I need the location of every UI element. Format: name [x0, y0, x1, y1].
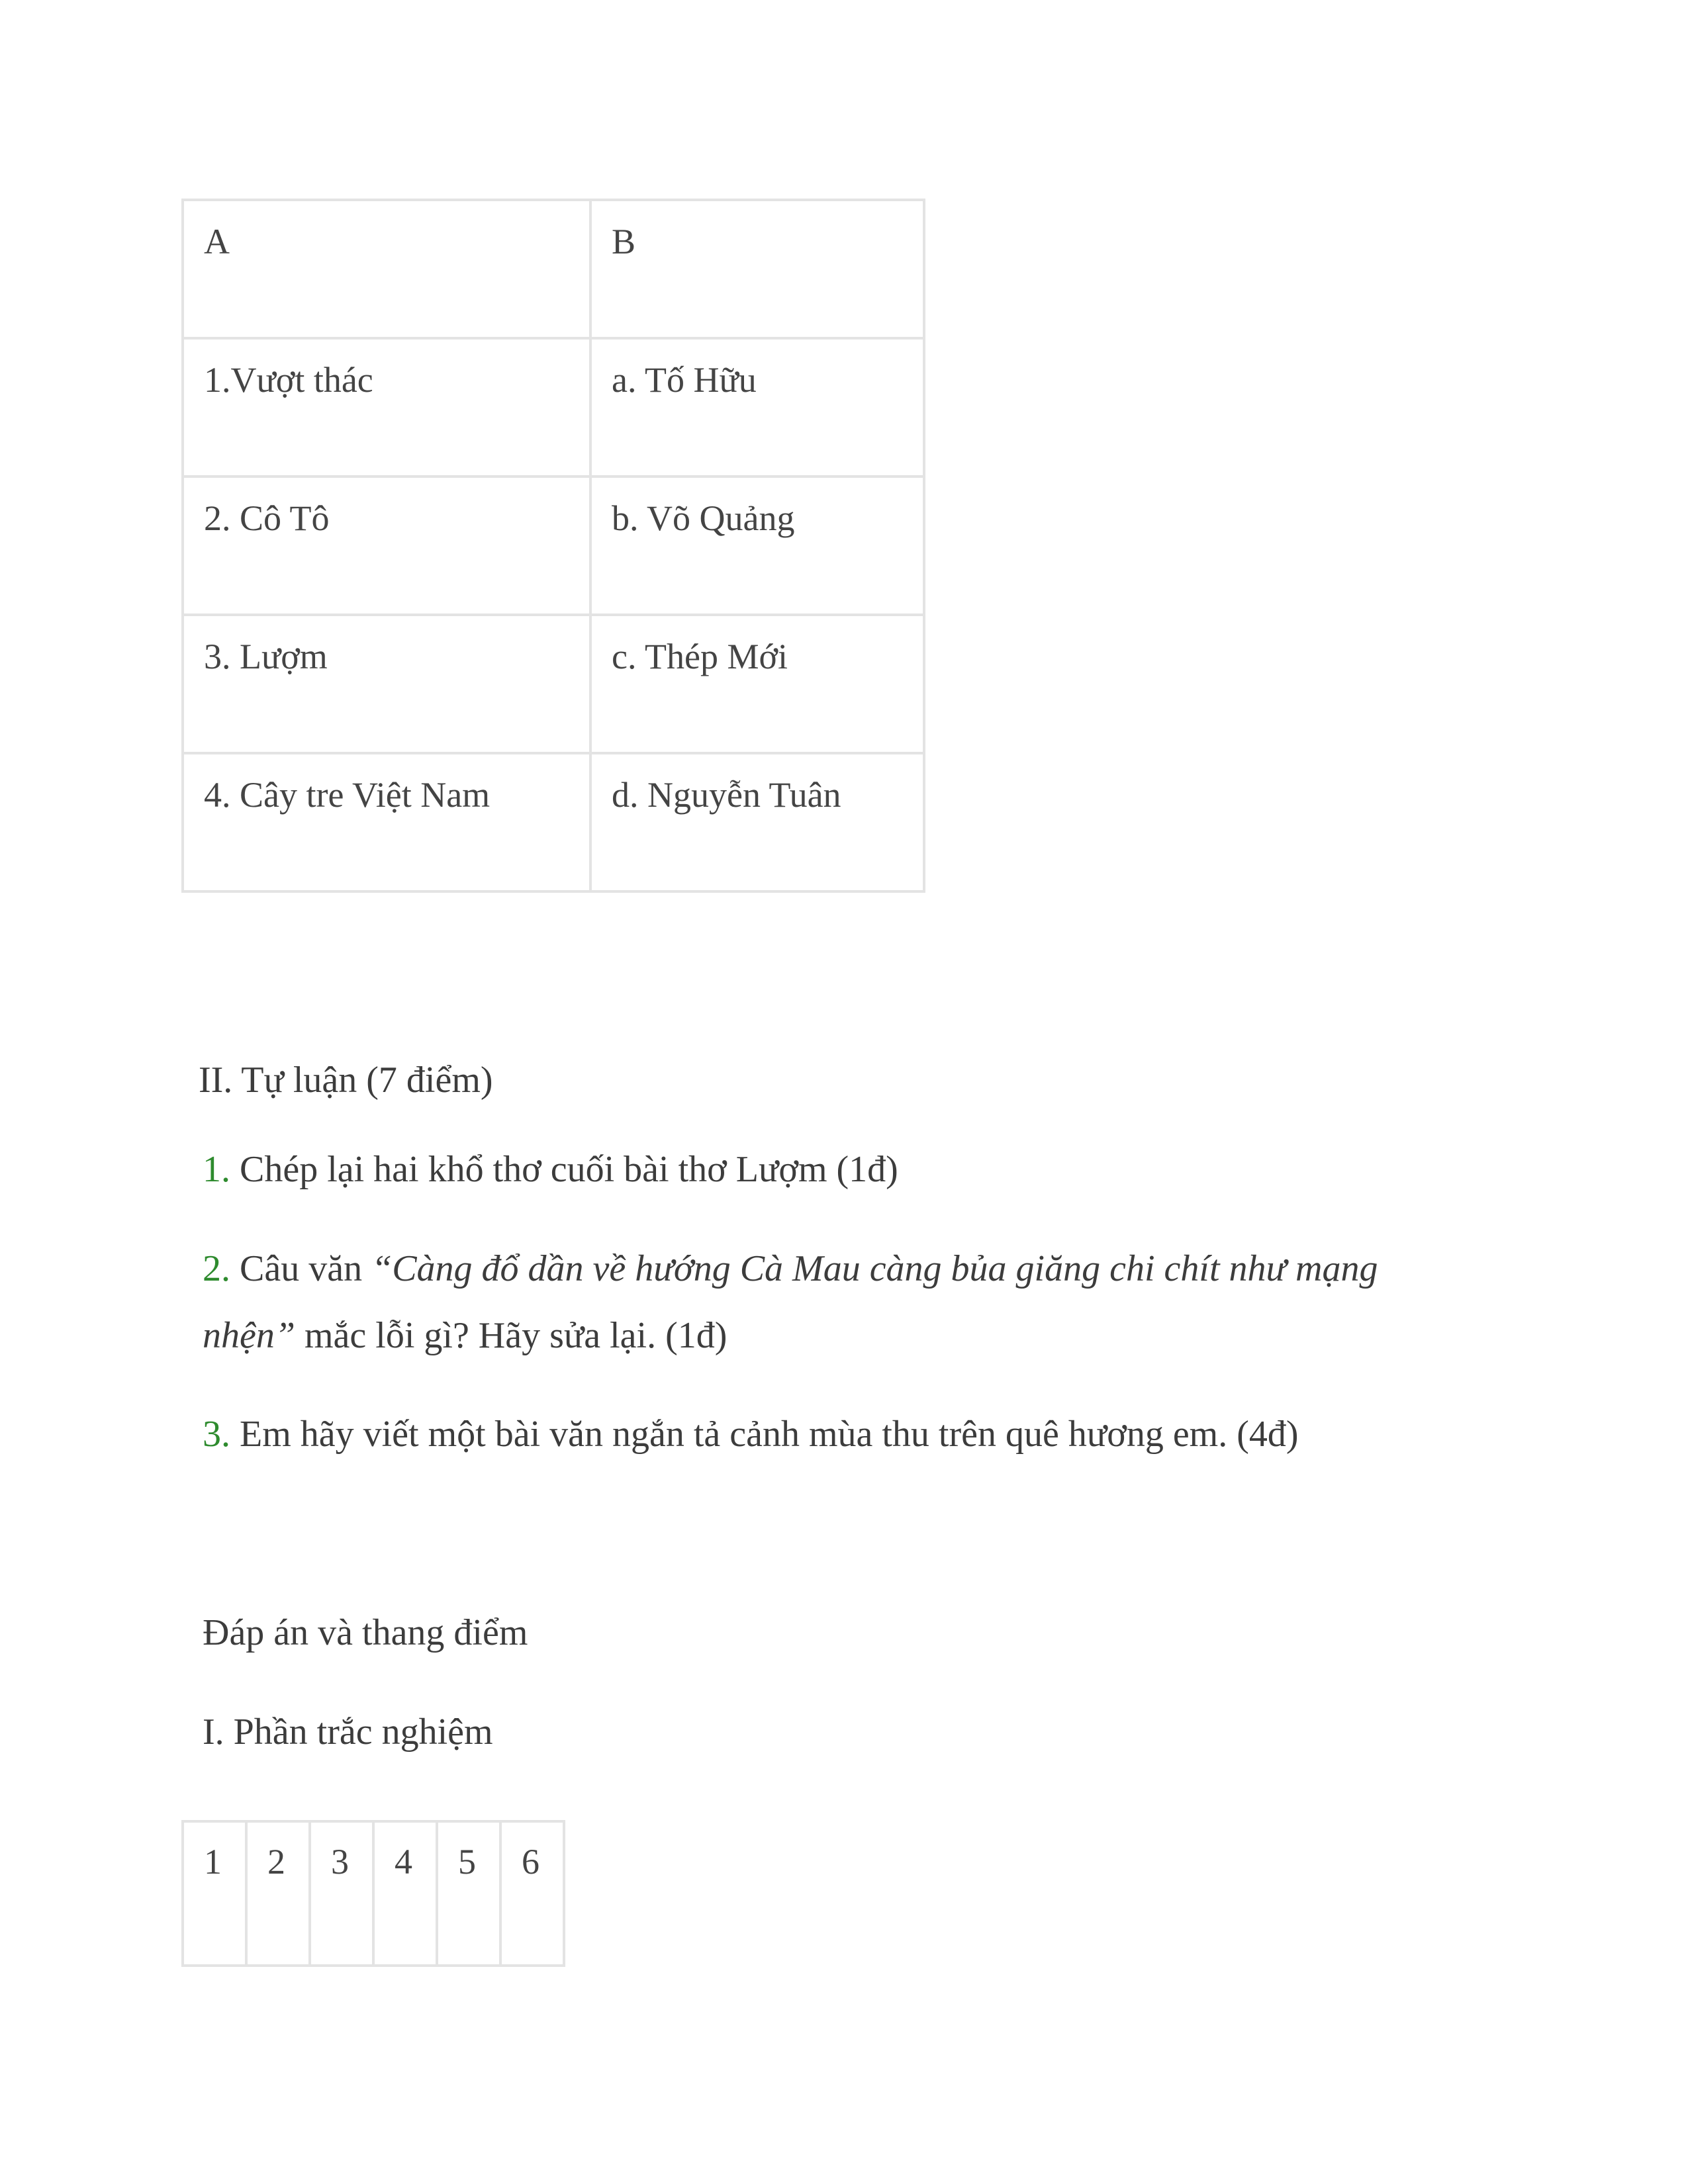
question-number: 2. [203, 1248, 230, 1289]
work-title-cell: 1.Vượt thác [183, 338, 590, 477]
essay-question-3 [203, 1412, 1299, 1457]
author-cell: c. Thép Mới [590, 615, 924, 753]
table-header-row [183, 200, 924, 338]
table-row [183, 338, 924, 477]
table-row [183, 1821, 564, 1966]
answer-number-table [181, 1820, 565, 1967]
answer-number-cell: 4 [373, 1821, 437, 1966]
essay-section-heading: II. Tự luận (7 điểm) [199, 1060, 493, 1101]
answer-number-cell: 5 [437, 1821, 500, 1966]
question-text-intro: Câu văn [230, 1248, 372, 1289]
matching-table [181, 199, 925, 893]
work-title-cell: 3. Lượm [183, 615, 590, 753]
work-title-cell: 2. Cô Tô [183, 477, 590, 615]
answer-number-cell: 3 [310, 1821, 373, 1966]
question-text: Em hãy viết một bài văn ngắn tả cảnh mùa thu trên quê hương em. (4đ) [230, 1414, 1299, 1455]
author-cell: d. Nguyễn Tuân [590, 753, 924, 891]
answer-number-cell: 2 [246, 1821, 310, 1966]
multiple-choice-heading: I. Phần trắc nghiệm [203, 1711, 493, 1752]
question-number: 1. [203, 1149, 230, 1190]
quoted-sentence-end: nhện” [203, 1315, 295, 1356]
answer-number-cell: 6 [500, 1821, 564, 1966]
work-title-cell: 4. Cây tre Việt Nam [183, 753, 590, 891]
question-text-end: mắc lỗi gì? Hãy sửa lại. (1đ) [295, 1315, 727, 1356]
author-cell: a. Tố Hữu [590, 338, 924, 477]
column-a-header: A [183, 200, 590, 338]
answer-key-heading: Đáp án và thang điểm [203, 1612, 528, 1653]
question-text: Chép lại hai khổ thơ cuối bài thơ Lượm (1đ) [230, 1149, 898, 1190]
table-row [183, 615, 924, 753]
table-row [183, 753, 924, 891]
essay-question-2-continued [203, 1313, 727, 1358]
author-cell: b. Võ Quảng [590, 477, 924, 615]
question-number: 3. [203, 1414, 230, 1455]
table-row [183, 477, 924, 615]
quoted-sentence: “Càng đổ dần về hướng Cà Mau càng bủa giăng chi chít như mạng [371, 1248, 1378, 1289]
answer-number-cell: 1 [183, 1821, 246, 1966]
essay-question-1 [203, 1147, 898, 1192]
essay-question-2 [203, 1246, 1378, 1291]
column-b-header: B [590, 200, 924, 338]
